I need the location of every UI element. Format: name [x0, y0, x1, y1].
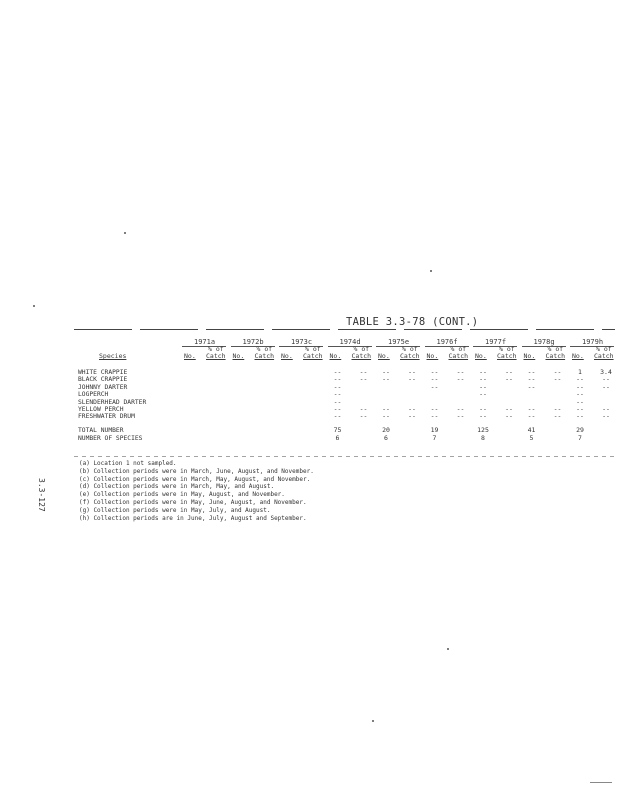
table-cell: --	[527, 375, 536, 384]
table-cell: --	[527, 368, 536, 376]
no-header: No.	[281, 352, 293, 360]
catch-header: Catch	[351, 352, 372, 360]
table-cell: --	[408, 412, 416, 421]
scan-speck	[33, 305, 35, 307]
table-row	[0, 384, 618, 391]
table-cell: --	[602, 375, 610, 384]
table-cell: --	[553, 412, 562, 421]
table-cell: --	[382, 375, 390, 384]
year-header: 1971a	[194, 338, 216, 346]
page-number: 3.3-127	[37, 478, 46, 512]
table-cell: --	[479, 368, 487, 376]
table-cell: --	[602, 405, 610, 413]
footnote: (a) Location 1 not sampled.	[79, 460, 177, 467]
table-row	[0, 369, 618, 376]
table-cell: --	[430, 382, 439, 391]
catch-header: Catch	[594, 352, 614, 360]
table-cell: --	[553, 368, 562, 376]
table-bottom-rule	[74, 456, 615, 457]
footnote: (d) Collection periods were in March, May, and August.	[79, 483, 275, 491]
table-row	[0, 391, 618, 398]
catch-header: Catch	[254, 352, 275, 360]
total-cell: 29	[576, 426, 584, 434]
table-cell: --	[527, 405, 536, 413]
pct-of-header: % of	[547, 345, 564, 353]
catch-header: Catch	[497, 352, 517, 360]
table-cell: --	[456, 412, 465, 421]
table-cell: --	[359, 368, 368, 376]
no-header: No.	[184, 352, 196, 360]
table-cell: --	[505, 405, 513, 413]
total-label: NUMBER OF SPECIES	[78, 435, 143, 442]
total-cell: 20	[382, 426, 390, 434]
table-cell: --	[333, 405, 342, 413]
species-name: SLENDERHEAD DARTER	[78, 398, 147, 406]
no-header: No.	[329, 352, 342, 360]
footnote: (b) Collection periods were in March, June, August, and November.	[79, 467, 314, 475]
table-cell: --	[382, 405, 390, 413]
table-cell: --	[333, 368, 342, 376]
total-cell: 7	[432, 434, 437, 442]
table-cell: --	[430, 368, 439, 376]
table-cell: --	[479, 382, 487, 391]
table-cell: --	[382, 412, 390, 421]
no-header: No.	[426, 352, 439, 360]
no-header: No.	[232, 352, 245, 360]
no-header: No.	[523, 352, 536, 360]
table-cell: --	[430, 405, 439, 413]
table-cell: --	[430, 375, 439, 384]
table-cell: --	[333, 375, 342, 384]
table-cell: --	[333, 382, 342, 391]
table-cell: --	[505, 375, 513, 384]
table-cell: --	[479, 375, 487, 384]
pct-of-header: % of	[402, 345, 418, 353]
no-header: No.	[378, 352, 390, 360]
total-row	[0, 427, 618, 434]
table-cell: --	[505, 412, 513, 421]
table-row	[0, 413, 618, 420]
table-cell: --	[359, 405, 368, 413]
table-cell: --	[456, 368, 465, 376]
table-cell: --	[553, 405, 562, 413]
catch-header: Catch	[206, 352, 226, 360]
pct-of-header: % of	[305, 345, 321, 353]
table-cell: --	[505, 368, 513, 376]
table-cell: --	[408, 368, 416, 376]
table-cell: --	[602, 382, 610, 391]
table-row	[0, 399, 618, 406]
total-cell: 8	[481, 434, 485, 442]
footnote: (g) Collection periods were in May, July, and August.	[79, 506, 271, 514]
scan-speck	[372, 720, 374, 722]
table-cell: --	[527, 412, 536, 421]
scan-speck	[447, 648, 449, 650]
catch-header: Catch	[545, 352, 566, 360]
table-cell: --	[576, 382, 584, 391]
table-cell: --	[333, 390, 342, 399]
footnote: (f) Collection periods were in May, June, August, and November.	[79, 499, 307, 506]
header-rule	[74, 329, 615, 330]
species-name: YELLOW PERCH	[78, 406, 124, 413]
year-header: 1977f	[485, 338, 507, 346]
year-header: 1979h	[582, 338, 604, 346]
table-cell: --	[576, 390, 584, 399]
footnote: (e) Collection periods were in May, August, and November.	[79, 491, 285, 499]
table-cell: --	[479, 390, 487, 399]
year-header: 1974d	[339, 338, 361, 346]
species-name: BLACK CRAPPIE	[78, 376, 128, 384]
table-cell: --	[553, 375, 562, 384]
scan-speck	[430, 270, 432, 272]
total-cell: 6	[384, 434, 388, 442]
table-cell: --	[456, 375, 465, 384]
scan-mark	[590, 782, 612, 783]
species-count-row	[0, 435, 618, 442]
year-header: 1973c	[291, 338, 313, 346]
table-title: TABLE 3.3-78 (CONT.)	[346, 316, 479, 328]
pct-of-header: % of	[596, 345, 612, 353]
total-cell: 5	[529, 434, 534, 442]
species-column-header: Species	[99, 352, 127, 360]
year-header: 1975e	[388, 338, 410, 346]
table-cell: --	[333, 397, 342, 406]
year-header: 1978g	[533, 338, 555, 346]
total-label: TOTAL NUMBER	[78, 427, 124, 434]
pct-of-header: % of	[499, 345, 515, 353]
year-header: 1976f	[436, 338, 458, 346]
species-name: LOGPERCH	[78, 391, 109, 399]
table-cell: --	[479, 412, 487, 421]
table-cell: --	[527, 382, 536, 391]
total-cell: 75	[333, 426, 342, 434]
species-name: FRESHWATER DRUM	[78, 413, 135, 421]
table-cell: --	[576, 397, 584, 406]
table-cell: --	[479, 405, 487, 413]
total-cell: 19	[430, 426, 439, 434]
pct-of-header: % of	[208, 345, 224, 353]
scan-speck	[124, 232, 126, 234]
table-cell: --	[430, 412, 439, 421]
total-cell: 7	[578, 434, 582, 442]
catch-header: Catch	[448, 352, 469, 360]
catch-header: Catch	[400, 352, 420, 360]
table-cell: --	[602, 412, 610, 421]
no-header: No.	[572, 352, 584, 360]
species-name: WHITE CRAPPIE	[78, 369, 128, 376]
year-header: 1972b	[242, 338, 264, 346]
table-cell: --	[333, 412, 342, 421]
pct-of-header: % of	[450, 345, 467, 353]
table-cell: 1	[578, 368, 582, 376]
table-cell: --	[408, 375, 416, 384]
table-row	[0, 376, 618, 383]
total-cell: 6	[335, 434, 340, 442]
total-cell: 125	[477, 426, 489, 434]
pct-of-header: % of	[353, 345, 370, 353]
table-cell: --	[576, 375, 584, 384]
total-cell: 41	[527, 426, 536, 434]
table-cell: 3.4	[600, 368, 612, 376]
no-header: No.	[475, 352, 487, 360]
table-cell: --	[382, 368, 390, 376]
footnote: (c) Collection periods were in March, May, August, and November.	[79, 475, 311, 483]
table-cell: --	[576, 412, 584, 421]
table-row	[0, 406, 618, 413]
table-cell: --	[576, 405, 584, 413]
table-cell: --	[408, 405, 416, 413]
footnote: (h) Collection periods are in June, July, August and September.	[79, 514, 307, 522]
table-cell: --	[359, 412, 368, 421]
catch-header: Catch	[303, 352, 323, 360]
table-cell: --	[359, 375, 368, 384]
species-name: JOHNNY DARTER	[78, 383, 128, 391]
table-cell: --	[456, 405, 465, 413]
pct-of-header: % of	[256, 345, 273, 353]
